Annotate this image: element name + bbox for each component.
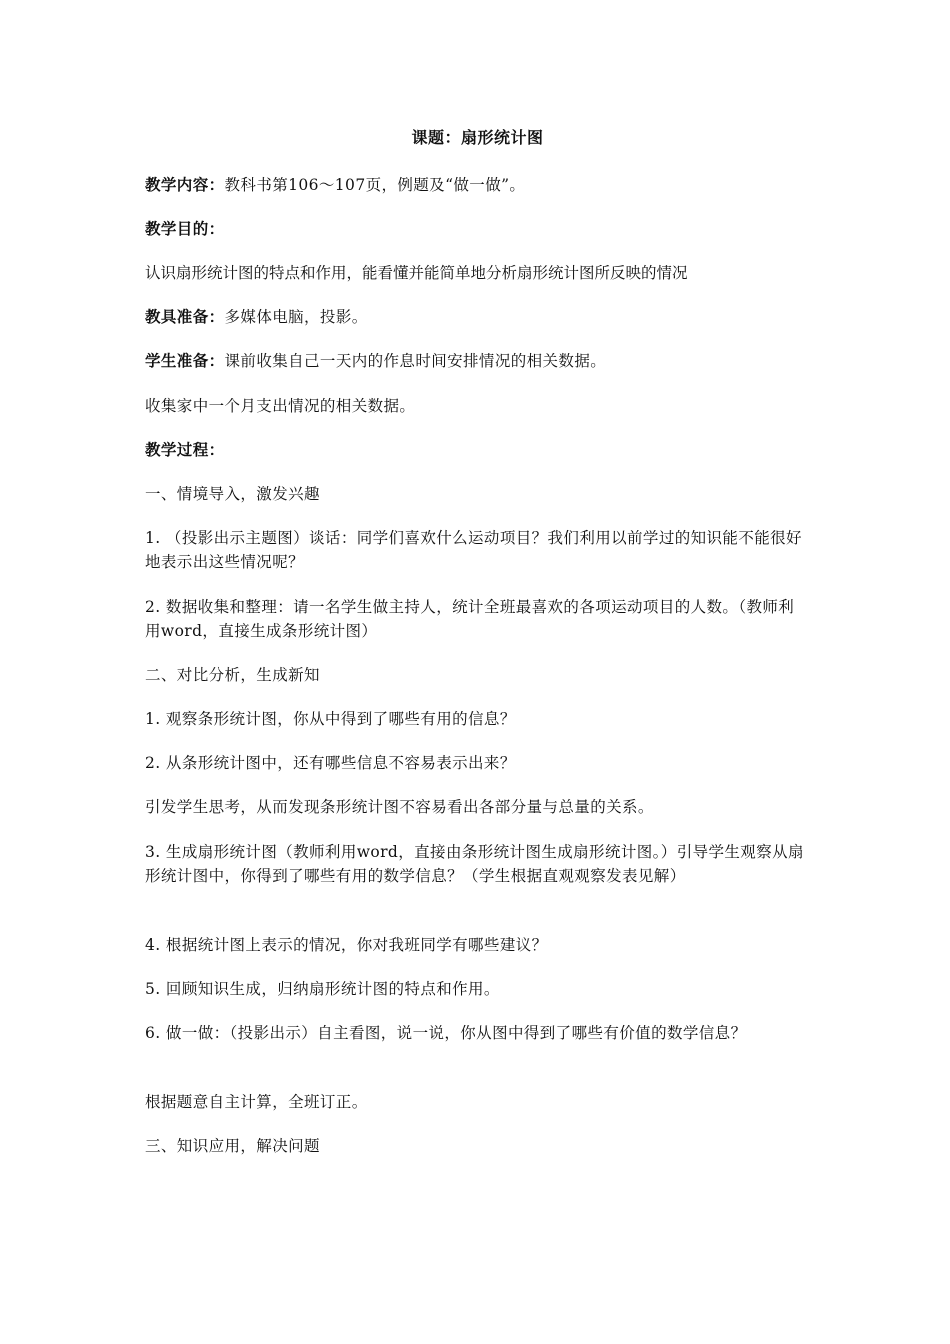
teaching-content-label: 教学内容： [145, 176, 225, 194]
teaching-objective-label: 教学目的： [145, 220, 225, 238]
section2-item1: 1. 观察条形统计图，你从中得到了哪些有用的信息？ [145, 710, 516, 728]
teaching-process [145, 438, 810, 462]
teaching-content [145, 173, 810, 197]
student-prep-text: 课前收集自己一天内的作息时间安排情况的相关数据。 [224, 352, 607, 370]
teaching-objective [145, 217, 810, 241]
teaching-content-text: 教科书第106～107页，例题及“做一做”。 [224, 176, 526, 194]
teaching-tools-label: 教具准备： [145, 308, 225, 326]
objective-text: 认识扇形统计图的特点和作用，能看懂并能简单地分析扇形统计图所反映的情况 [145, 264, 688, 282]
section2-item2: 2. 从条形统计图中，还有哪些信息不容易表示出来？ [145, 754, 516, 772]
section2-heading: 二、对比分析，生成新知 [145, 666, 320, 684]
student-prep [145, 349, 810, 373]
document-page [145, 0, 810, 1344]
section2-item3: 3. 生成扇形统计图（教师利用word，直接由条形统计图生成扇形统计图。）引导学生观察从扇形统计图中，你得到了哪些有用的数学信息？（学生根据直观观察发表见解） [145, 843, 804, 885]
section2-note: 引发学生思考，从而发现条形统计图不容易看出各部分量与总量的关系。 [145, 798, 654, 816]
section2-item6: 6. 做一做：（投影出示）自主看图，说一说，你从图中得到了哪些有价值的数学信息？ [145, 1024, 747, 1042]
section1-heading: 一、情境导入，激发兴趣 [145, 485, 320, 503]
teaching-process-label: 教学过程： [145, 441, 225, 459]
section1-item2: 2. 数据收集和整理：请一名学生做主持人，统计全班最喜欢的各项运动项目的人数。（教师利用word，直接生成条形统计图） [145, 598, 795, 640]
section2-item5: 5. 回顾知识生成，归纳扇形统计图的特点和作用。 [145, 980, 500, 998]
section2-item4: 4. 根据统计图上表示的情况，你对我班同学有哪些建议？ [145, 936, 548, 954]
section2-note2: 根据题意自主计算，全班订正。 [145, 1093, 368, 1111]
section3-heading: 三、知识应用，解决问题 [145, 1137, 320, 1155]
lesson-title: 课题：扇形统计图 [411, 128, 544, 147]
section1-item1: 1. （投影出示主题图）谈话：同学们喜欢什么运动项目？我们利用以前学过的知识能不能很好地表示出这些情况呢？ [145, 529, 802, 571]
student-prep-label: 学生准备： [145, 352, 225, 370]
teaching-tools [145, 305, 810, 329]
student-prep-2: 收集家中一个月支出情况的相关数据。 [145, 397, 416, 415]
teaching-tools-text: 多媒体电脑，投影。 [224, 308, 368, 326]
